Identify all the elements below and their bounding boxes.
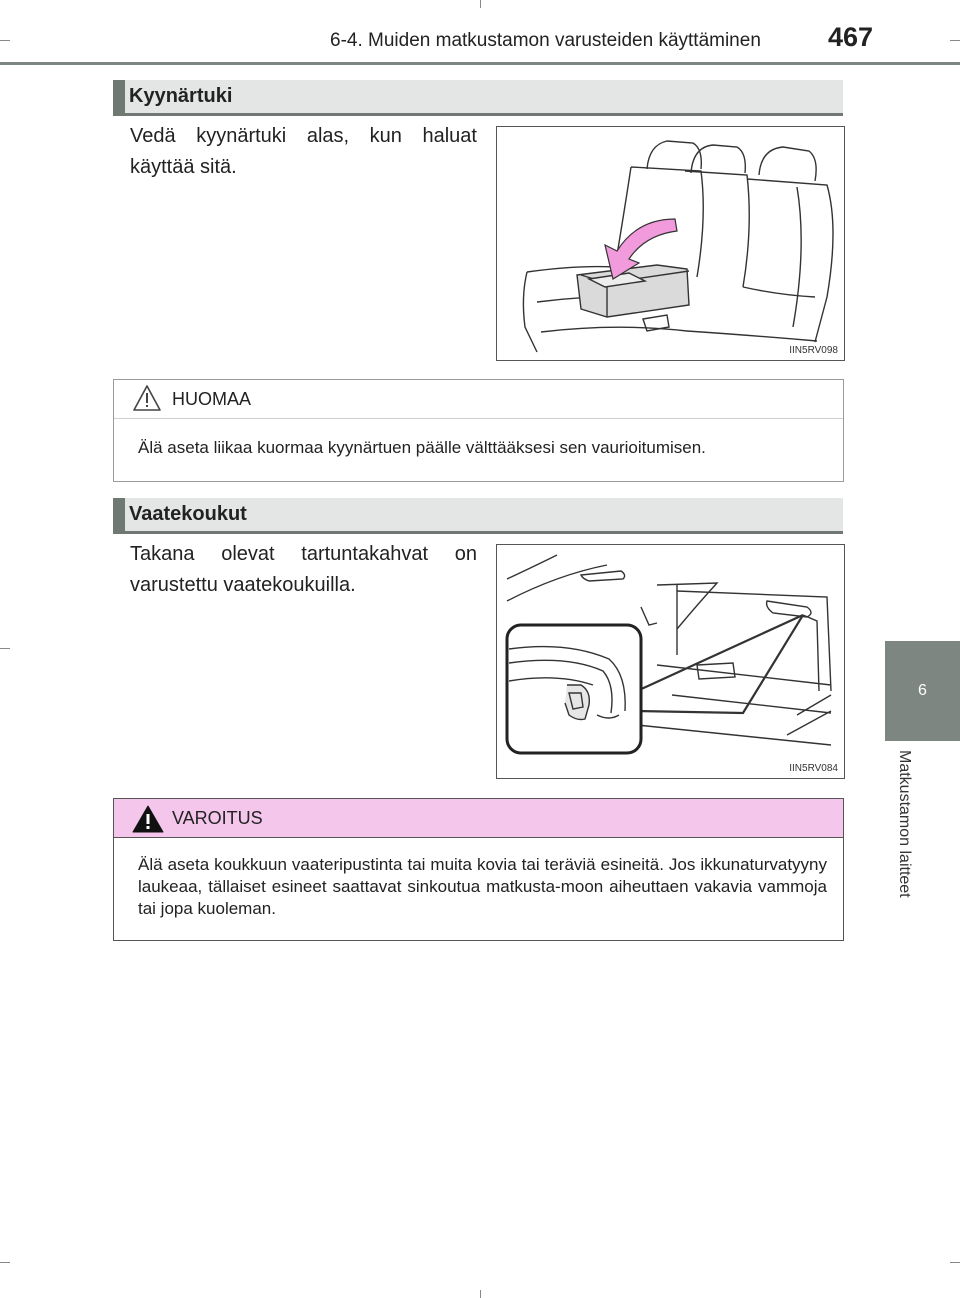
warning-triangle-icon [132,805,164,838]
figure-code: IIN5RV098 [789,345,838,356]
warning-text: Älä aseta koukkuun vaateripustinta tai muita kovia tai teräviä esineitä. Jos ikkunaturvatyyny laukeaa, tällaiset esineet saattavat sinkoutua matkusta-moon aiheuttaen vakavia vammoja tai jopa kuoleman. [138,855,827,918]
section-bar-clothes-hooks [113,498,843,534]
notice-header [114,380,843,419]
figure-code: IIN5RV084 [789,763,838,774]
header-rule [0,62,960,65]
clothes-hook-illustration [497,545,844,778]
section-accent [113,80,125,113]
header-section-title: 6-4. Muiden matkustamon varusteiden käyttäminen [330,30,761,51]
grab-handle [767,601,811,617]
page-number: 467 [828,22,874,52]
armrest-figure [496,126,845,361]
section-accent [113,498,125,531]
crop-mark [0,648,10,649]
section-title: Vaatekoukut [129,503,247,525]
warning-header [114,799,843,838]
headrest-left [647,141,701,169]
notice-box [113,379,844,482]
warning-box [113,798,844,941]
crop-mark [0,40,10,41]
chapter-tab: 6 [885,641,960,741]
crop-mark [950,40,960,41]
section-body: Takana olevat tartuntakahvat on varustettu vaatekoukuilla. [130,543,477,596]
crop-mark [480,0,481,8]
warning-label: VAROITUS [172,808,263,828]
caution-triangle-icon [132,384,162,417]
chapter-label: Matkustamon laitteet [896,750,913,898]
crop-mark [0,1262,10,1263]
section-body: Vedä kyynärtuki alas, kun haluat käyttää sitä. [130,125,477,178]
clothes-hook-figure [496,544,845,779]
section-title: Kyynärtuki [129,85,233,107]
notice-text: Älä aseta liikaa kuormaa kyynärtuen päälle välttääksesi sen vaurioitumisen. [138,438,706,457]
crop-mark [480,1290,481,1298]
notice-label: HUOMAA [172,389,252,409]
crop-mark [950,1262,960,1263]
headrest-right [759,147,816,181]
armrest-illustration [497,127,844,360]
section-bar-armrest [113,80,843,116]
